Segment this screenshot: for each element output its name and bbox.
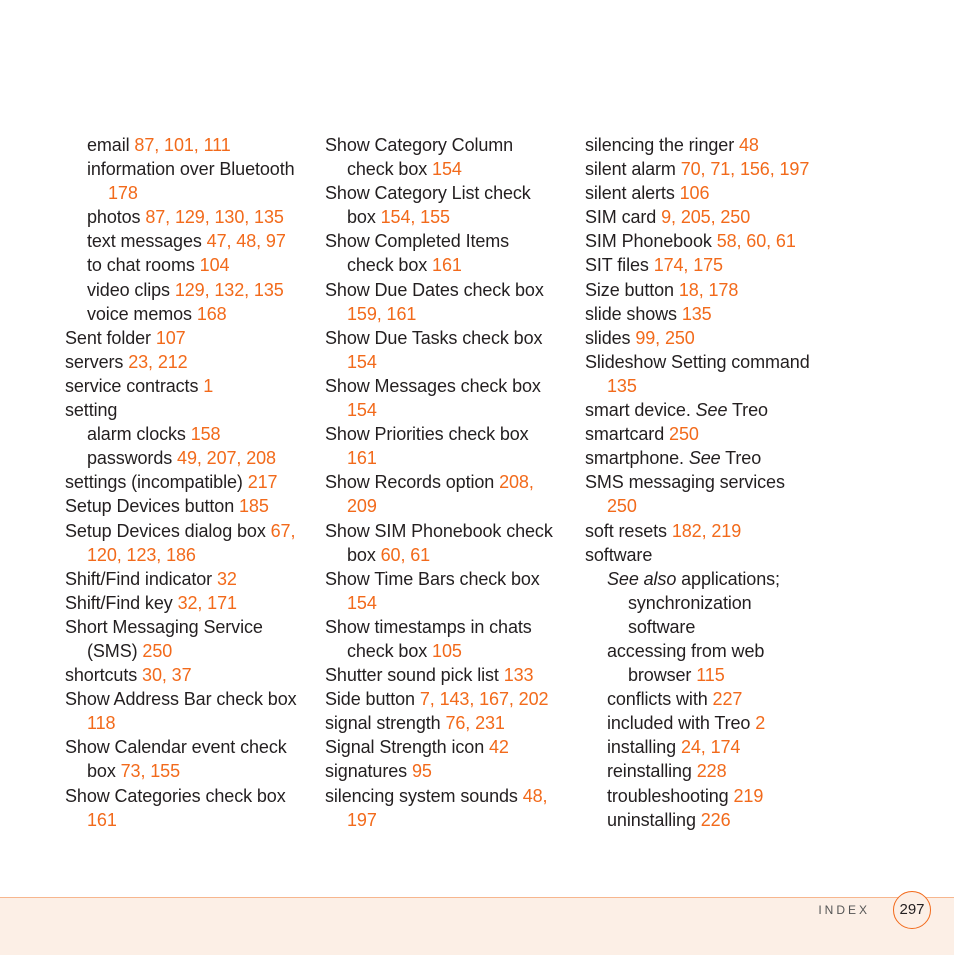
entry-term: box <box>347 207 381 228</box>
entry-term: alarm clocks <box>87 424 191 445</box>
entry-term: silent alerts <box>585 183 680 204</box>
index-entry <box>325 591 575 615</box>
index-entry <box>65 735 315 759</box>
index-entry <box>325 229 575 253</box>
entry-term: included with Treo <box>607 713 756 734</box>
index-entry <box>65 663 315 687</box>
cross-reference-label: See <box>695 400 728 421</box>
page-reference[interactable]: 48, <box>522 785 548 806</box>
entry-term: shortcuts <box>65 665 143 686</box>
page-reference[interactable]: 217 <box>247 472 278 493</box>
index-entry <box>325 205 575 229</box>
page-reference[interactable]: 115 <box>696 665 725 686</box>
page-reference[interactable]: 9, 205, 250 <box>661 207 751 228</box>
entry-term: service contracts <box>65 375 204 396</box>
entry-term: Side button <box>325 689 420 710</box>
entry-term: software <box>585 544 653 565</box>
index-entry <box>585 350 835 374</box>
page-reference[interactable]: 76, 231 <box>445 713 505 734</box>
page-reference[interactable]: 154 <box>347 400 377 421</box>
page-reference[interactable]: 250 <box>607 496 637 517</box>
entry-term: Slideshow Setting command <box>585 351 810 372</box>
index-entry <box>325 615 575 639</box>
entry-term: Show Address Bar check box <box>65 689 297 710</box>
index-entry <box>65 181 315 205</box>
index-entry <box>325 759 575 783</box>
index-entry <box>585 543 835 567</box>
index-entry <box>325 519 575 543</box>
index-entry <box>65 519 315 543</box>
index-entry <box>585 687 835 711</box>
entry-term: smartcard <box>585 424 670 445</box>
entry-term: video clips <box>87 279 175 300</box>
index-entry <box>65 615 315 639</box>
index-entry <box>325 446 575 470</box>
footer-section-label: INDEX <box>818 903 870 917</box>
index-entry <box>585 133 835 157</box>
entry-term: smartphone. <box>585 448 689 469</box>
page-reference[interactable]: 47, 48, 97 <box>206 231 286 252</box>
page-reference[interactable]: 30, 37 <box>142 665 192 686</box>
entry-term: box <box>347 544 381 565</box>
entry-term: software <box>628 616 696 637</box>
page-reference[interactable]: 228 <box>696 761 727 782</box>
index-entry <box>65 374 315 398</box>
index-entry <box>65 784 315 808</box>
entry-term: Show Category Column <box>325 135 514 155</box>
entry-term: check box <box>347 255 433 276</box>
page-reference[interactable]: 161 <box>432 255 462 276</box>
page-reference[interactable]: 178 <box>108 183 138 204</box>
index-entry <box>65 446 315 470</box>
page-reference[interactable]: 168 <box>196 303 227 324</box>
index-entry <box>325 374 575 398</box>
entry-term: soft resets <box>585 520 672 541</box>
index-entry <box>65 278 315 302</box>
entry-term: box <box>87 761 121 782</box>
page-reference[interactable]: 2 <box>755 713 766 734</box>
page-reference[interactable]: 250 <box>669 424 699 445</box>
entry-term: Show Priorities check box <box>325 424 529 445</box>
index-entry <box>585 229 835 253</box>
entry-term: Show Records option <box>325 472 500 493</box>
index-entry <box>65 157 315 181</box>
entry-term: Show Due Tasks check box <box>325 327 543 348</box>
page-reference[interactable]: 32, 171 <box>177 592 237 613</box>
entry-term: applications; <box>676 568 780 589</box>
entry-term: Short Messaging Service <box>65 616 263 637</box>
entry-term: slide shows <box>585 303 682 324</box>
page-reference[interactable]: 226 <box>700 809 731 830</box>
page-reference[interactable]: 133 <box>503 665 534 686</box>
entry-term: Show SIM Phonebook check <box>325 520 553 541</box>
entry-term: photos <box>87 207 146 228</box>
index-entry <box>585 591 835 615</box>
entry-term: Setup Devices button <box>65 496 240 517</box>
page-reference[interactable]: 135 <box>607 375 637 396</box>
page-reference[interactable]: 129, 132, 135 <box>174 279 284 300</box>
entry-term: check box <box>347 159 433 180</box>
page-reference[interactable]: 161 <box>347 448 377 469</box>
index-entry <box>65 229 315 253</box>
index-entry <box>325 735 575 759</box>
index-entry <box>585 519 835 543</box>
page-reference[interactable]: 106 <box>679 183 710 204</box>
index-entry <box>65 205 315 229</box>
index-entry <box>585 302 835 326</box>
page-reference[interactable]: 7, 143, 167, 202 <box>419 689 549 710</box>
entry-term: troubleshooting <box>607 785 734 806</box>
page-reference[interactable]: 161 <box>87 809 117 830</box>
index-column-2 <box>325 133 575 832</box>
entry-term: Show Category List check <box>325 183 531 204</box>
page-reference[interactable]: 250 <box>142 640 173 661</box>
index-entry <box>325 326 575 350</box>
index-entry <box>585 278 835 302</box>
page-reference[interactable]: 135 <box>681 303 712 324</box>
page-reference[interactable]: 58, 60, 61 <box>716 231 796 252</box>
entry-term: smart device. <box>585 400 696 421</box>
page-reference[interactable]: 174, 175 <box>653 255 723 276</box>
page-reference[interactable]: 1 <box>203 375 214 396</box>
index-entry <box>65 398 315 422</box>
index-entry <box>585 735 835 759</box>
index-entry <box>325 398 575 422</box>
entry-term: Show Completed Items <box>325 231 510 252</box>
index-entry <box>325 494 575 518</box>
entry-term: installing <box>607 737 681 758</box>
index-entry <box>65 543 315 567</box>
page-reference[interactable]: 154 <box>347 592 377 613</box>
index-entry <box>325 687 575 711</box>
index-entry <box>585 253 835 277</box>
page-reference[interactable]: 154 <box>432 159 462 180</box>
entry-term: setting <box>65 400 118 421</box>
entry-term: passwords <box>87 448 178 469</box>
index-entry <box>65 326 315 350</box>
entry-term: Setup Devices dialog box <box>65 520 271 541</box>
page-number-badge: 297 <box>893 891 931 929</box>
page-reference[interactable]: 208, <box>499 472 534 493</box>
entry-term: Show Categories check box <box>65 785 286 806</box>
index-entry <box>65 253 315 277</box>
index-column-1 <box>65 133 315 832</box>
page-reference[interactable]: 105 <box>432 640 462 661</box>
page-reference[interactable]: 154, 155 <box>380 207 450 228</box>
page-reference[interactable]: 182, 219 <box>671 520 742 541</box>
index-entry <box>325 278 575 302</box>
index-entry <box>65 639 315 663</box>
index-entry <box>585 181 835 205</box>
index-entry <box>65 422 315 446</box>
index-entry <box>585 326 835 350</box>
entry-term: Show Messages check box <box>325 375 541 396</box>
entry-term: Show Calendar event check <box>65 737 287 758</box>
index-entry <box>585 494 835 518</box>
index-entry <box>325 133 575 157</box>
page-reference[interactable]: 185 <box>239 496 269 517</box>
index-entry <box>65 591 315 615</box>
page-reference[interactable]: 209 <box>347 496 377 517</box>
entry-term: uninstalling <box>607 809 701 830</box>
index-entry <box>65 711 315 735</box>
index-entry <box>325 639 575 663</box>
page-reference[interactable]: 120, 123, 186 <box>87 544 196 565</box>
index-entry <box>65 567 315 591</box>
page-reference[interactable]: 95 <box>411 761 432 782</box>
page-reference[interactable]: 87, 101, 111 <box>134 135 231 155</box>
entry-term: Shift/Find key <box>65 592 178 613</box>
entry-term: signatures <box>325 761 412 782</box>
entry-term: conflicts with <box>607 689 713 710</box>
page-reference[interactable]: 227 <box>712 689 743 710</box>
index-entry <box>65 133 315 157</box>
page-reference[interactable]: 60, 61 <box>380 544 431 565</box>
index-entry <box>325 181 575 205</box>
entry-term: reinstalling <box>607 761 697 782</box>
index-entry <box>325 470 575 494</box>
index-entry <box>325 543 575 567</box>
entry-term: Treo <box>720 448 762 469</box>
page-reference[interactable]: 18, 178 <box>678 279 739 300</box>
index-entry <box>585 374 835 398</box>
entry-term: Show timestamps in chats <box>325 616 532 637</box>
entry-term: Signal Strength icon <box>325 737 490 758</box>
entry-term: Treo <box>727 400 768 421</box>
entry-term: Show Due Dates check box <box>325 279 544 300</box>
entry-term: Shutter sound pick list <box>325 665 504 686</box>
entry-term: voice memos <box>87 303 197 324</box>
entry-term: slides <box>585 327 636 348</box>
page-reference[interactable]: 158 <box>190 424 221 445</box>
index-entry <box>325 157 575 181</box>
index-entry <box>585 759 835 783</box>
page-reference[interactable]: 32 <box>216 568 237 589</box>
entry-term: check box <box>347 640 433 661</box>
cross-reference-label: See <box>688 448 721 469</box>
page-reference[interactable]: 23, 212 <box>128 351 188 372</box>
index-entry <box>585 784 835 808</box>
page-reference[interactable]: 219 <box>733 785 764 806</box>
entry-term: Show Time Bars check box <box>325 568 540 589</box>
entry-term: information over Bluetooth <box>87 159 295 180</box>
entry-term: browser <box>628 665 697 686</box>
entry-term: silent alarm <box>585 159 681 180</box>
page-reference[interactable]: 67, <box>270 520 296 541</box>
index-entry <box>585 470 835 494</box>
page-reference[interactable]: 49, 207, 208 <box>177 448 276 469</box>
entry-term: servers <box>65 351 129 372</box>
cross-reference-label: See also <box>607 568 677 589</box>
page-reference[interactable]: 87, 129, 130, 135 <box>145 207 284 228</box>
index-entry <box>585 711 835 735</box>
entry-term: SMS messaging services <box>585 472 785 493</box>
page-reference[interactable]: 154 <box>347 351 377 372</box>
entry-term: accessing from web <box>607 640 765 661</box>
page-footer-band <box>0 897 954 955</box>
index-entry <box>325 663 575 687</box>
index-entry <box>65 494 315 518</box>
index-entry <box>585 615 835 639</box>
entry-term: SIM Phonebook <box>585 231 717 252</box>
page-reference[interactable]: 107 <box>155 327 186 348</box>
entry-term: signal strength <box>325 713 446 734</box>
index-entry <box>325 711 575 735</box>
page-reference[interactable]: 73, 155 <box>120 761 180 782</box>
index-entry <box>325 350 575 374</box>
entry-term: (SMS) <box>87 640 143 661</box>
entry-term: synchronization <box>628 592 752 613</box>
entry-term: silencing the ringer <box>585 135 739 155</box>
entry-term: email <box>87 135 135 155</box>
index-entry <box>65 350 315 374</box>
index-entry <box>325 253 575 277</box>
entry-term: text messages <box>87 231 207 252</box>
index-entry <box>585 567 835 591</box>
index-entry <box>585 663 835 687</box>
entry-term: settings (incompatible) <box>65 472 248 493</box>
index-entry <box>585 808 835 832</box>
index-entry <box>585 422 835 446</box>
index-entry <box>65 687 315 711</box>
index-entry <box>325 422 575 446</box>
index-entry <box>585 398 835 422</box>
page-reference[interactable]: 24, 174 <box>680 737 741 758</box>
page-reference[interactable]: 104 <box>199 255 230 276</box>
index-entry <box>585 446 835 470</box>
entry-term: SIM card <box>585 207 662 228</box>
index-entry <box>585 205 835 229</box>
entry-term: Sent folder <box>65 327 156 348</box>
page-reference[interactable]: 159, 161 <box>347 303 417 324</box>
index-entry <box>65 759 315 783</box>
index-entry <box>325 784 575 808</box>
index-column-3 <box>585 133 835 832</box>
index-entry <box>325 302 575 326</box>
entry-term: silencing system sounds <box>325 785 523 806</box>
entry-term: to chat rooms <box>87 255 200 276</box>
entry-term: SIT files <box>585 255 654 276</box>
page-reference[interactable]: 42 <box>489 737 509 758</box>
index-entry <box>325 567 575 591</box>
page-reference[interactable]: 197 <box>347 809 377 830</box>
index-entry <box>325 808 575 832</box>
index-entry <box>65 808 315 832</box>
entry-term: Shift/Find indicator <box>65 568 217 589</box>
index-entry <box>65 470 315 494</box>
page-reference[interactable]: 118 <box>87 713 116 734</box>
index-entry <box>585 639 835 663</box>
page-reference[interactable]: 48 <box>739 135 759 155</box>
index-entry <box>585 157 835 181</box>
page-reference[interactable]: 70, 71, 156, 197 <box>680 159 810 180</box>
page-reference[interactable]: 99, 250 <box>635 327 695 348</box>
entry-term: Size button <box>585 279 679 300</box>
index-entry <box>65 302 315 326</box>
